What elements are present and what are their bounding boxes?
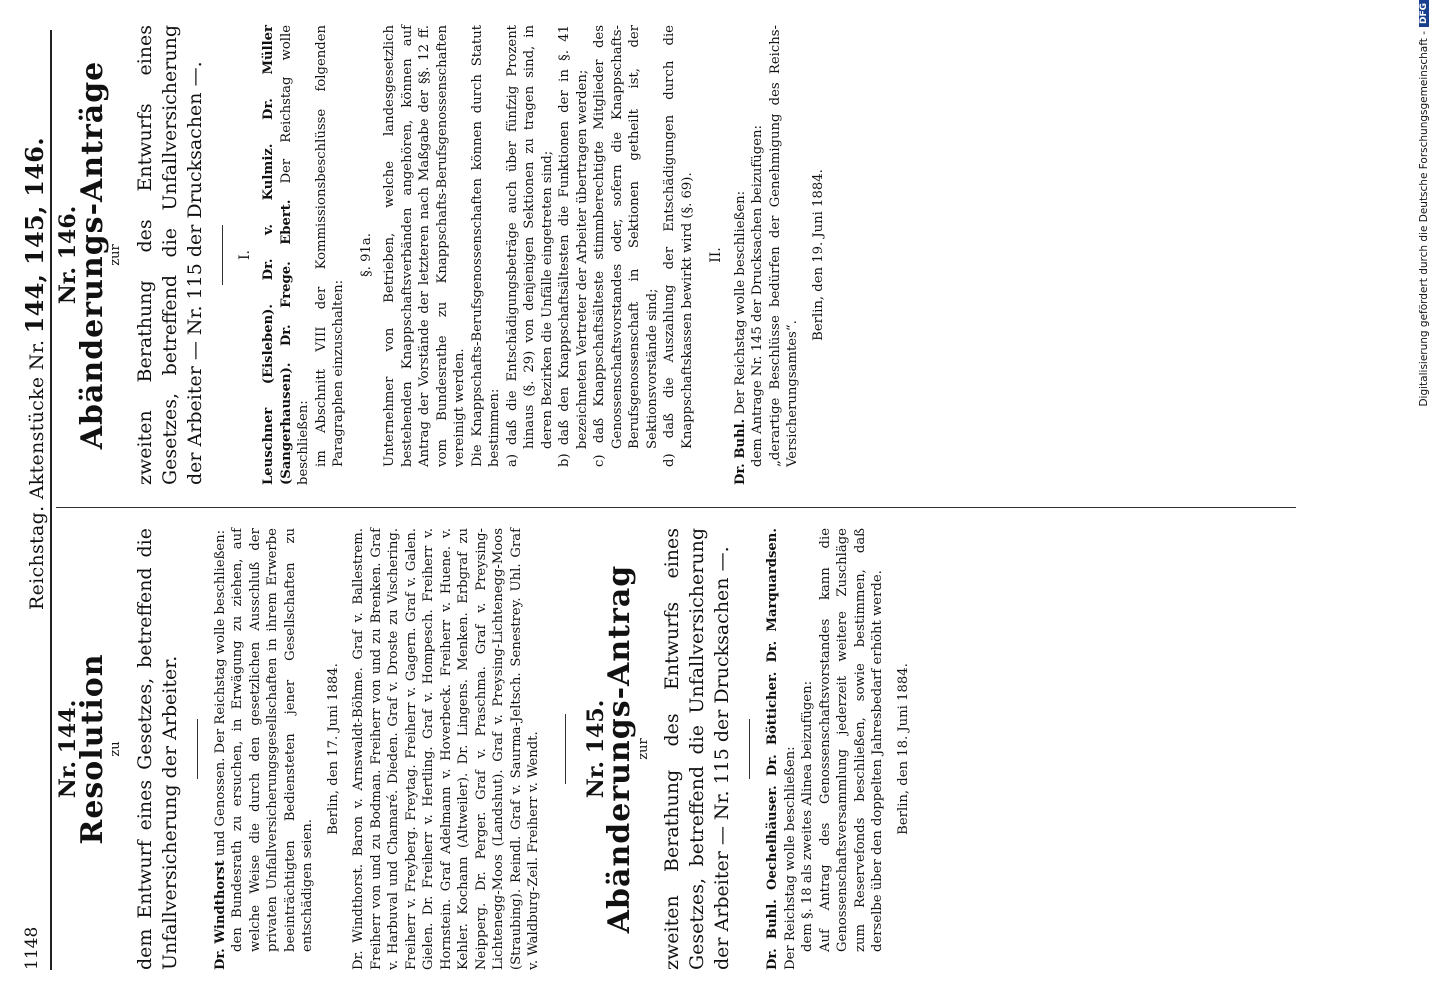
doc145-motion-text-1: dem §. 18 als zweites Alinea beizufügen:: [800, 680, 815, 952]
doc144-signatories: Dr. Windthorst. Baron v. Arnswaldt-Böhme. Graf v. Ballestrem. Freiherr von und zu Bodman. Freiherr von und zu Brenken. Graf v. Harbuval und Chamaré. Dieden. Graf v. Droste zu Vischering. Freiherr v. Freyberg. Freytag. Freiherr v. Gagern. Graf v. Galen. Gielen. Dr. Freiherr v. Hertling. Graf v. Hompesch. Freiherr v. Hornstein. Graf Adelmann v. Hoverbeck. Freiherr v. Huene. v. Kehler. Kochann (Altweiler). Dr. Lingens. Menken. Erbgraf zu Neipperg. Dr. Perger. Graf v. Praschma. Graf v. Preysing-Lichtenegg-Moos (Landshut). Graf v. Preysing-Lichtenegg-Moos (Straubing). Reindl. Graf v. Saurma-Jeltsch. Senestrey. Uhl. Graf v. Waldburg-Zeil. Freiherr v. Wendt.: [351, 528, 541, 970]
doc144-motion-intro: und Genossen. Der Reichstag wolle beschließen:: [212, 529, 228, 857]
doc146-motion1-intro: Der Reichstag wolle beschließen:: [278, 25, 311, 485]
doc146-zur: zur: [108, 244, 123, 266]
doc146-item-a: a) daß die Entschädigungsbeträge auch über fünfzig Prozent hinaus (§. 29) von denjenigen Sektionen zu tragen sind, in deren Bezirken die Unfälle eingetreten sind;: [504, 25, 555, 467]
doc144-motion-names: Dr. Windthorst: [212, 860, 228, 970]
doc146-kind: Abänderungs-Anträge: [74, 60, 110, 450]
doc144-kind: Resolution: [74, 653, 110, 845]
doc146-roman-1: I.: [236, 250, 253, 260]
doc146-date: Berlin, den 19. Juni 1884.: [810, 169, 826, 341]
doc145-motion-text-2: Auf Antrag des Genossenschaftsvorstandes kann die Genossenschaftsversammlung jederzeit weitere Zuschläge zum Reservefonds beschließen, sowie bestimmen, daß derselbe über den doppelten Jahresbedarf erhöht werde.: [817, 528, 885, 952]
doc145-number: Nr. 145.: [582, 699, 609, 799]
doc144-subject: dem Entwurf eines Gesetzes, betreffend die Unfallversicherung der Arbeiter.: [133, 528, 181, 970]
doc146-motion2-text-2: „derartige Beschlüsse bedürfen der Genehmigung des Reichs-Versicherungsamtes“.: [767, 25, 800, 467]
doc145-zur: zur: [635, 738, 651, 760]
doc146-subject: zweiten Berathung des Entwurfs eines Gesetzes, betreffend die Unfallversicherung der Arbeiter — Nr. 115 der Drucksachen —.: [133, 25, 206, 485]
doc146-motion-1: [260, 25, 313, 485]
left-column: [55, 528, 912, 970]
doc146-item-c: c) daß Knappschaftsälteste stimmberechtigte Mitglieder des Genossenschaftsvorstandes oder, sofern die Knappschafts-Berufsgenossenschaft in Sektionen getheilt ist, der Sektionsvorstände sind;: [592, 25, 660, 467]
document-146: [55, 25, 827, 485]
document-144: [55, 528, 543, 970]
document-145: [582, 528, 913, 970]
doc146-paragraph-sign: §. 91a.: [358, 233, 374, 277]
doc145-motion-names: Dr. Buhl. Oechelhäuser. Dr. Bötticher. Dr. Marquardsen.: [765, 528, 780, 970]
column-divider: [56, 507, 1296, 508]
running-head-numbers: 144, 145, 146.: [20, 137, 49, 334]
doc146-motion-2: [732, 25, 750, 485]
doc146-para-text-2: Die Knappschafts-Berufsgenossenschaften können durch Statut bestimmen:: [469, 25, 502, 467]
doc146-number: Nr. 146.: [55, 205, 81, 305]
doc146-item-d: d) daß die Auszahlung der Entschädigungen durch die Knappschaftskassen bewirkt wird (§. 69).: [662, 25, 695, 467]
doc146-motion1-text: im Abschnitt VIII der Kommissionsbeschlüsse folgenden Paragraphen einzuschalten:: [313, 25, 346, 467]
doc145-subject: zweiten Berathung des Entwurfs eines Gesetzes, betreffend die Unfallversicherung der Arbeiter — Nr. 115 der Drucksachen —.: [661, 528, 733, 970]
page-number: 1148: [22, 926, 42, 970]
doc146-motion2-intro: Der Reichstag wolle beschließen:: [732, 190, 748, 415]
doc145-motion: [764, 528, 799, 970]
running-head: [22, 30, 52, 970]
divider: [222, 225, 223, 285]
digitization-note-text: Digitalisierung gefördert durch die Deutsche Forschungsgemeinschaft -: [1418, 31, 1430, 407]
divider: [749, 719, 750, 779]
doc145-kind: Abänderungs-Antrag: [602, 564, 637, 934]
doc144-date: Berlin, den 17. Juni 1884.: [325, 663, 341, 835]
doc146-para-text-1: Unternehmer von Betrieben, welche landesgesetzlich bestehenden Knappschaftsverbänden angehören, können auf Antrag der Vorstände der letzteren nach Maßgabe der §§. 12 ff. vom Bundesrathe zu Knappschafts-Berufsgenossenschaften vereinigt werden.: [382, 25, 467, 467]
digitization-note: [1400, 0, 1432, 1000]
doc144-motion: [212, 528, 230, 970]
right-column: [55, 25, 827, 485]
doc146-item-b: b) daß den Knappschaftsältesten die Funktionen der in §. 41 bezeichneten Vertreter der Arbeiter übertragen werden;: [557, 25, 590, 467]
doc145-date: Berlin, den 18. Juni 1884.: [895, 663, 911, 835]
running-head-prefix: Reichstag. Aktenstücke Nr.: [26, 339, 48, 610]
doc145-motion-intro: Der Reichstag wolle beschließen:: [782, 746, 798, 970]
doc144-number: Nr. 144.: [55, 699, 81, 799]
doc146-motion1-names: Leuschner (Eisleben). Dr. v. Kulmiz. Dr. Müller (Sangerhausen). Dr. Frege. Ebert.: [261, 25, 294, 485]
doc144-zu: zu: [108, 741, 123, 757]
doc146-roman-2: II.: [708, 247, 724, 263]
doc146-motion2-names: Dr. Buhl.: [732, 418, 748, 485]
doc146-motion2-text-1: dem Antrage Nr. 145 der Drucksachen beizufügen:: [750, 125, 765, 467]
digitization-note-text-wrap: [1408, 0, 1432, 1000]
divider: [197, 719, 198, 779]
running-head-title: [20, 137, 49, 610]
dfg-logo: DFG: [1419, 0, 1429, 27]
section-divider: [565, 714, 566, 784]
doc144-motion-text: den Bundesrath zu ersuchen, in Erwägung zu ziehen, auf welche Weise die durch den gesetzlichen Ausschluß der privaten Unfallversicherungsgesellschaften in ihrem Erwerbe beeinträchtigten Bediensteten jener Gesellschaften zu entschädigen seien.: [230, 528, 315, 952]
